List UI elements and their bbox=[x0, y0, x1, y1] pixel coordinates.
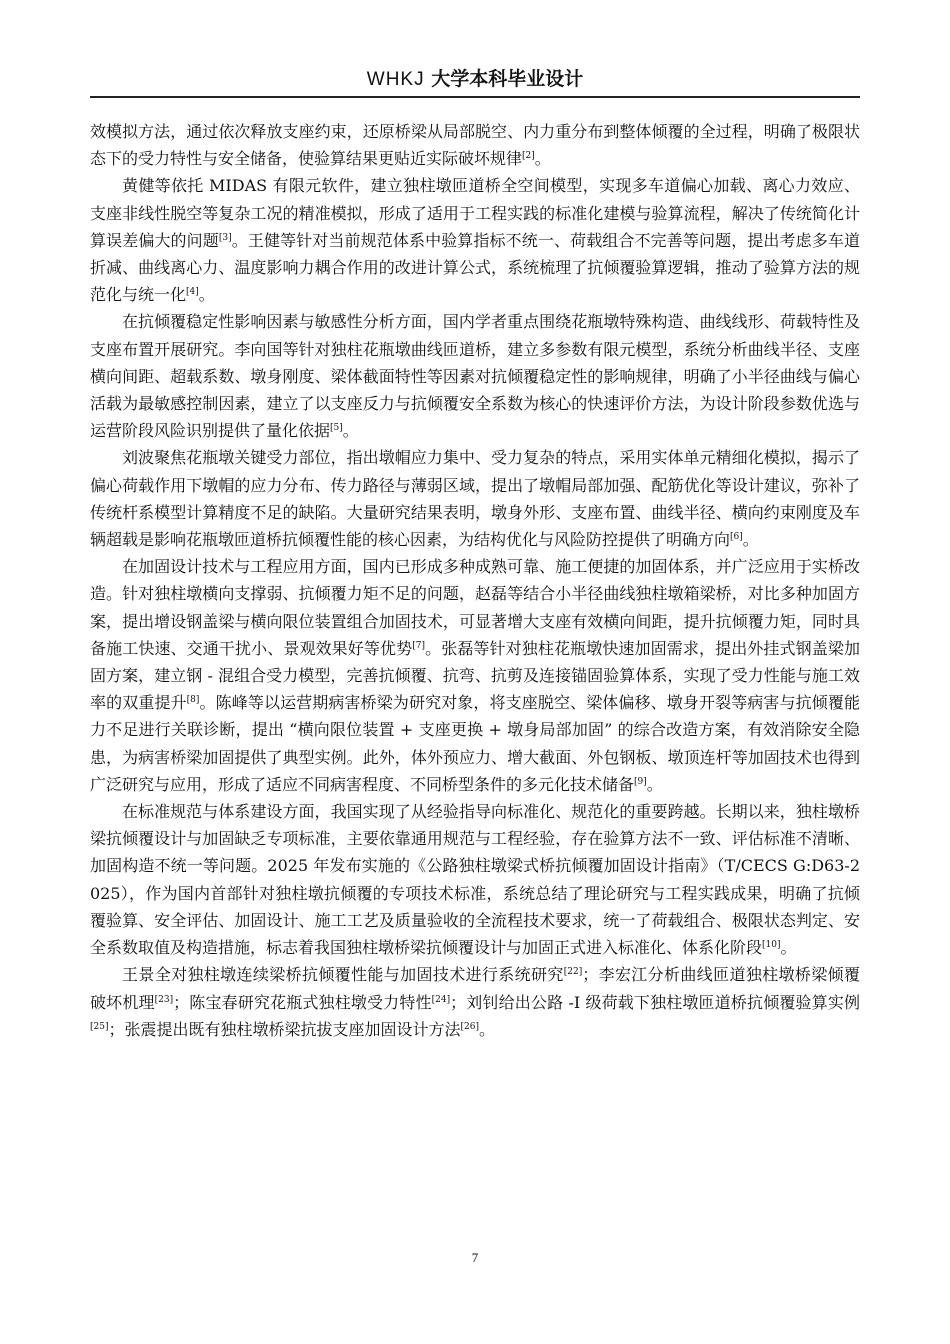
citation-marker: [3] bbox=[218, 232, 232, 243]
text-run: 。 bbox=[646, 774, 663, 794]
paragraph bbox=[90, 308, 860, 444]
citation-marker: [5] bbox=[330, 423, 343, 434]
citation-marker: [23] bbox=[154, 994, 174, 1005]
text-run: 黄健等依托 MIDAS 有限元软件，建立独柱墩匝道桥全空间模型，实现多车道偏心加载、离心力效应、支座非线性脱空等复杂工况的精准模拟，形成了适用于工程实践的标准化建模与验算流程，解决了传统简化计算误差偏大的问题 bbox=[90, 176, 860, 250]
text-run: 在标准规范与体系建设方面，我国实现了从经验指导向标准化、规范化的重要跨越。长期以来，独柱墩桥梁抗倾覆设计与加固缺乏专项标准，主要依靠通用规范与工程经验，存在验算方法不一致、评估标准不清晰、加固构造不统一等问题。2025 年发布实施的《公路独柱墩梁式桥抗倾覆加固设计指南》（T/CECS G:D63-2025），作为国内首部针对独柱墩抗倾覆的专项技术标准，系统总结了理论研究与工程实践成果，明确了抗倾覆验算、安全评估、加固设计、施工工艺及质量验收的全流程技术要求，统一了荷载组合、极限状态判定、安全系数取值及构造措施，标志着我国独柱墩桥梁抗倾覆设计与加固正式进入标准化、体系化阶段 bbox=[90, 802, 860, 958]
text-run: 。 bbox=[478, 1019, 495, 1039]
text-run: 在抗倾覆稳定性影响因素与敏感性分析方面，国内学者重点围绕花瓶墩特殊构造、曲线线形、荷载特性及支座布置开展研究。李向国等针对独柱花瓶墩曲线匝道桥，建立多参数有限元模型，系统分析曲线半径、支座横向间距、超载系数、墩身刚度、梁体截面特性等因素对抗倾覆稳定性的影响规律，明确了小半径曲线与偏心活载为最敏感控制因素，建立了以支座反力与抗倾覆安全系数为核心的快速评价方法，为设计阶段参数优选与运营阶段风险识别提供了量化依据 bbox=[90, 312, 860, 441]
text-run: 。 bbox=[534, 149, 551, 169]
text-run: 。 bbox=[198, 285, 215, 305]
text-run: 。王健等针对当前规范体系中验算指标不统一、荷载组合不完善等问题，提出考虑多车道折减、曲线离心力、温度影响力耦合作用的改进计算公式，系统梳理了抗倾覆验算逻辑，推动了验算方法的规范化与统一化 bbox=[90, 230, 860, 305]
page-number: 7 bbox=[471, 1250, 479, 1265]
text-run: 。陈峰等以运营期病害桥梁为研究对象，将支座脱空、梁体偏移、墩身开裂等病害与抗倾覆能力不足进行关联诊断，提出 “横向限位装置 + 支座更换 + 墩身局部加固” 的综合改造方案，有效消除安全隐患，为病害桥梁加固提供了典型实例。此外，体外预应力、增大截面、外包钢板、墩顶连杆等加固技术也得到广泛研究与应用，形成了适应不同病害程度、不同桥型条件的多元化技术储备 bbox=[90, 693, 860, 794]
citation-marker: [4] bbox=[186, 287, 199, 298]
header-title: 大学本科毕业设计 bbox=[431, 68, 584, 90]
text-run: ；刘钊给出公路 -I 级荷载下独柱墩匝道桥抗倾覆验算实例 bbox=[450, 992, 860, 1012]
citation-marker: [10] bbox=[762, 940, 781, 951]
paragraph bbox=[90, 798, 860, 961]
citation-marker: [22] bbox=[563, 967, 583, 978]
citation-marker: [9] bbox=[634, 776, 647, 787]
citation-marker: [25] bbox=[90, 1021, 109, 1032]
text-run: 。 bbox=[342, 421, 359, 441]
text-run: 。 bbox=[742, 530, 759, 550]
text-run: ；陈宝春研究花瓶式独柱墩受力特性 bbox=[173, 992, 432, 1012]
citation-marker: [8] bbox=[186, 695, 200, 706]
header-brand: WHKJ bbox=[366, 69, 425, 90]
paragraph bbox=[90, 961, 860, 1043]
text-run: 。 bbox=[780, 938, 797, 958]
page-header bbox=[90, 62, 860, 98]
text-run: ；李宏江分析曲线匝道独柱墩桥梁倾覆破坏机理 bbox=[90, 965, 860, 1012]
citation-marker: [6] bbox=[730, 532, 743, 543]
text-run: 。张磊等针对独柱花瓶墩快速加固需求，提出外挂式钢盖梁加固方案，建立钢 - 混组合受力模型，完善抗倾覆、抗弯、抗剪及连接锚固验算体系，实现了受力性能与施工效率的双重提升 bbox=[90, 638, 860, 713]
text-run: 效模拟方法，通过依次释放支座约束，还原桥梁从局部脱空、内力重分布到整体倾覆的全过程，明确了极限状态下的受力特性与安全储备，使验算结果更贴近实际破坏规律 bbox=[90, 122, 860, 169]
paragraph bbox=[90, 444, 860, 553]
citation-marker: [7] bbox=[412, 640, 425, 651]
body-text bbox=[90, 118, 860, 1043]
citation-marker: [26] bbox=[460, 1021, 479, 1032]
citation-marker: [2] bbox=[522, 151, 535, 162]
text-run: ；张震提出既有独柱墩桥梁抗拔支座加固设计方法 bbox=[108, 1019, 461, 1039]
paragraph bbox=[90, 553, 860, 798]
text-run: 在加固设计技术与工程应用方面，国内已形成多种成熟可靠、施工便捷的加固体系，并广泛应用于实桥改造。针对独柱墩横向支撑弱、抗倾覆力矩不足的问题，赵磊等结合小半径曲线独柱墩箱梁桥，对比多种加固方案，提出增设钢盖梁与横向限位装置组合加固技术，可显著增大支座有效横向间距，提升抗倾覆力矩，同时具备施工快速、交通干扰小、景观效果好等优势 bbox=[90, 557, 860, 658]
paragraph bbox=[90, 172, 860, 308]
text-run: 王景全对独柱墩连续梁桥抗倾覆性能与加固技术进行系统研究 bbox=[122, 965, 564, 985]
citation-marker: [24] bbox=[431, 994, 451, 1005]
text-run: 刘波聚焦花瓶墩关键受力部位，指出墩帽应力集中、受力复杂的特点，采用实体单元精细化模拟，揭示了偏心荷载作用下墩帽的应力分布、传力路径与薄弱区域，提出了墩帽局部加强、配筋优化等设计建议，弥补了传统杆系模型计算精度不足的缺陷。大量研究结果表明，墩身外形、支座布置、曲线半径、横向约束刚度及车辆超载是影响花瓶墩匝道桥抗倾覆性能的核心因素，为结构优化与风险防控提供了明确方向 bbox=[90, 448, 860, 550]
paragraph bbox=[90, 118, 860, 172]
